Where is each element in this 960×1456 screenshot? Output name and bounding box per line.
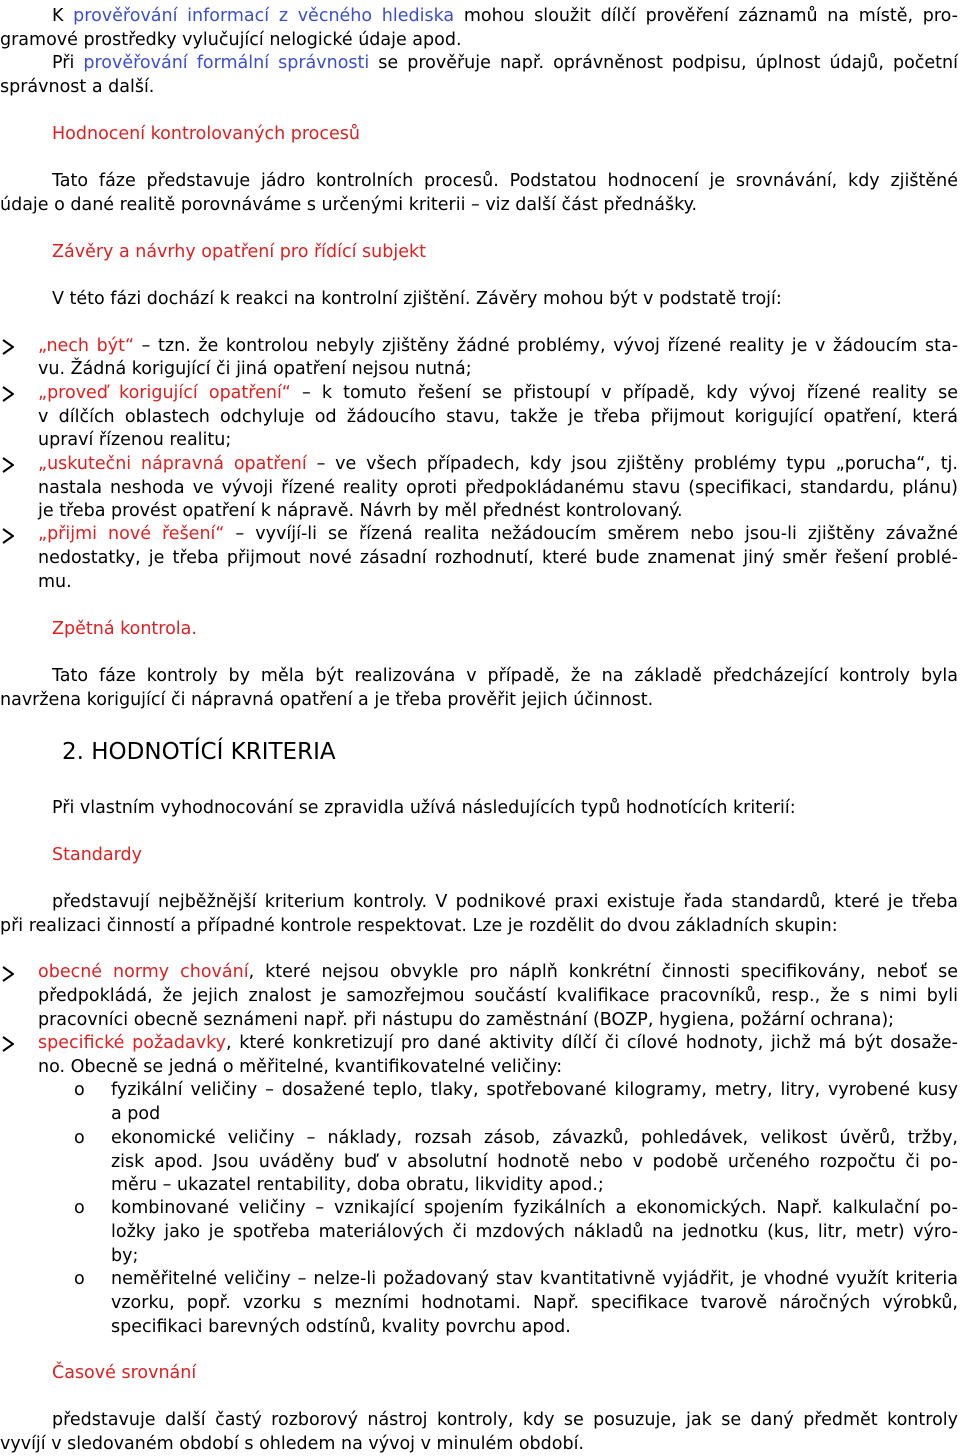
text-line: vzorku, popř. vzorku s mezními hodnotami. Např. specifikace tvarově náročných výrobků, [111, 1293, 958, 1313]
text-line: představuje další častý rozborový nástroj kontroly, kdy se posuzuje, jak se daný předmět kontroly [52, 1410, 958, 1430]
circle-bullet-icon: o [74, 1269, 85, 1289]
text: , které nejsou obvykle pro náplň konkrétní činnosti specifikovány, neboť se [248, 962, 959, 982]
text-line: Tato fáze kontroly by měla být realizována v případě, že na základě předcházející kontroly byla [52, 666, 958, 686]
text-line: Tato fáze představuje jádro kontrolních procesů. Podstatou hodnocení je srovnávání, kdy zjištěné [52, 171, 958, 191]
highlight-text: prověřování formální správnosti [83, 53, 370, 73]
text: se prověřuje např. oprávněnost podpisu, úplnost údajů, početní [369, 53, 958, 73]
text-line: V této fázi dochází k reakci na kontrolní zjištění. Závěry mohou být v podstatě trojí: [52, 289, 782, 309]
text-line [38, 381, 958, 405]
text: , které konkretizují pro dané aktivity dílčí či cílové hodnoty, jichž má být dosaže- [225, 1033, 958, 1053]
arrow-bullet-icon [2, 966, 14, 982]
text-line: navržena korigující či nápravná opatření a je třeba prověřit jejich účinnost. [0, 690, 654, 710]
text-line: při realizaci činností a případné kontrole respektovat. Lze je rozdělit do dvou základních skupin: [0, 916, 838, 936]
arrow-bullet-icon [2, 457, 14, 473]
text-line: údaje o dané realitě porovnáváme s určenými kriterii – viz další část přednášky. [0, 195, 698, 215]
arrow-bullet-icon [2, 528, 14, 544]
arrow-bullet-icon [2, 339, 14, 355]
highlight-text: specifické požadavky [38, 1033, 226, 1053]
text: – k tomuto řešení se přistoupí v případě, kdy vývoj řízené reality se [290, 383, 958, 403]
highlight-text: „uskutečni nápravná opatření [38, 454, 307, 474]
text-line [52, 51, 958, 75]
text-line [38, 334, 958, 358]
subheading: Časové srovnání [52, 1363, 197, 1383]
text-line: správnost a další. [0, 77, 155, 97]
text-line: vu. Žádná korigující či jiná opatření nejsou nutná; [38, 359, 472, 379]
circle-bullet-icon: o [74, 1128, 85, 1148]
text-line [38, 522, 958, 546]
text: – vyvíjí-li se řízená realita nežádoucím směrem nebo jsou-li zjištěny závažné [224, 524, 959, 544]
text-line: měru – ukazatel rentability, doba obratu, likvidity apod.; [111, 1175, 604, 1195]
text-line: vyvíjí v sledovaném období s ohledem na vývoj v minulém období. [0, 1434, 584, 1454]
text-line [38, 452, 958, 476]
arrow-bullet-icon [2, 386, 14, 402]
arrow-bullet-icon [2, 1036, 14, 1052]
text-line: ložky jako je spotřeba materiálových či mzdových nákladů na jednotku (kus, litr, metr) výro- [111, 1222, 958, 1242]
subheading: Závěry a návrhy opatření pro řídící subjekt [52, 242, 427, 262]
text-line [52, 4, 958, 28]
text-line: nastala neshoda ve vývoji řízené reality oproti předpokládanému stavu (specifikaci, standardu, plánu) [38, 478, 958, 498]
text-line: gramové prostředky vylučující nelogické údaje apod. [0, 30, 462, 50]
text: K [52, 6, 74, 26]
text-line: fyzikální veličiny – dosažené teplo, tlaky, spotřebované kilogramy, metry, litry, vyrobené kusy [111, 1080, 958, 1100]
highlight-text: „nech být“ [38, 336, 135, 356]
text-line: předpokládá, že jejich znalost je samozřejmou součástí kvalifikace pracovníků, resp., že s nimi byli [38, 986, 958, 1006]
text-line: kombinované veličiny – vznikající spojením fyzikálních a ekonomických. Např. kalkulační po- [111, 1198, 958, 1218]
circle-bullet-icon: o [74, 1198, 85, 1218]
text-line: ekonomické veličiny – náklady, rozsah zásob, závazků, pohledávek, velikost úvěrů, tržby, [111, 1128, 958, 1148]
highlight-text: obecné normy chování [38, 962, 249, 982]
text-line: je třeba provést opatření k nápravě. Návrh by měl přednést kontrolovaný. [38, 501, 683, 521]
text-line: zisk apod. Jsou uváděny buď v absolutní hodnotě nebo v podobě určeného rozpočtu či po- [111, 1152, 958, 1172]
text-line: by; [111, 1246, 139, 1266]
text-line: v dílčích oblastech odchyluje od žádoucího stavu, takže je třeba přijmout korigující opatření, která [38, 407, 958, 427]
text-line: upraví řízenou realitu; [38, 430, 232, 450]
text-line: no. Obecně se jedná o měřitelné, kvantifikovatelné veličiny: [38, 1057, 563, 1077]
text-line: neměřitelné veličiny – nelze-li požadovaný stav kvantitativně vyjádřit, je vhodné využít kriteria [111, 1269, 958, 1289]
subheading: Zpětná kontrola. [52, 619, 197, 639]
text-line: a pod [111, 1104, 161, 1124]
text-line [38, 960, 958, 984]
text-line: nedostatky, je třeba přijmout nové zásadní rozhodnutí, které bude znamenat jiný směr řešení problé- [38, 548, 958, 568]
text-line: Při vlastním vyhodnocování se zpravidla užívá následujících typů hodnotících kriterií: [52, 798, 796, 818]
section-title: 2. HODNOTÍCÍ KRITERIA [62, 739, 336, 765]
highlight-text: prověřování informací z věcného hlediska [73, 6, 455, 26]
text: mohou sloužit dílčí prověření záznamů na místě, pro- [454, 6, 958, 26]
text-line: představují nejběžnější kriterium kontroly. V podnikové praxi existuje řada standardů, které je třeba [52, 892, 958, 912]
highlight-text: „přijmi nové řešení“ [38, 524, 225, 544]
text-line [38, 1031, 958, 1055]
highlight-text: „proveď korigující opatření“ [38, 383, 291, 403]
text: – tzn. že kontrolou nebyly zjištěny žádné problémy, vývoj řízené reality je v žádoucím sta- [134, 336, 959, 356]
text-line: specifikaci barevných odstínů, kvality povrchu apod. [111, 1317, 571, 1337]
subheading: Standardy [52, 845, 142, 865]
text-line: mu. [38, 572, 72, 592]
text-line: pracovníci obecně seznámeni např. při nástupu do zaměstnání (BOZP, hygiena, požární ochrana); [38, 1010, 895, 1030]
text: Při [52, 53, 84, 73]
subheading: Hodnocení kontrolovaných procesů [52, 124, 360, 144]
circle-bullet-icon: o [74, 1080, 85, 1100]
text: – ve všech případech, kdy jsou zjištěny problémy typu „porucha“, tj. [306, 454, 958, 474]
